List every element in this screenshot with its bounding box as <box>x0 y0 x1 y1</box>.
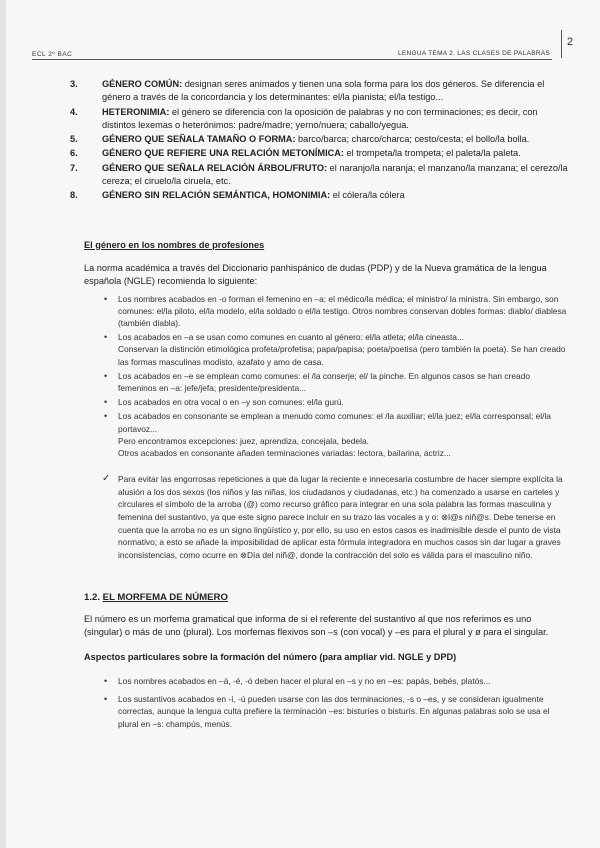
number-aspects-heading: Aspectos particulares sobre la formación del número (para ampliar vid. NGLE y DPD) <box>84 652 457 663</box>
professions-intro: La norma académica a través del Diccionario panhispánico de dudas (PDP) y de la Nueva gramática de la lengua española (NGLE) recomienda lo siguiente: <box>84 262 547 287</box>
number-section-title: EL MORFEMA DE NÚMERO <box>102 592 228 604</box>
arroba-note-text: Para evitar las engorrosas repeticiones a que da lugar la reciente e innecesaria costumbre de hacer siempre explícita la alusión a los dos sexos (los niños y las niñas, los ciudadanos y ciudadanas, etc.) ha comenzado a usarse en carteles y circulares el símbolo de la arroba (@) como recurso gráfico para integrar en una sola palabra las formas masculina y femenina del sustantivo, ya que este signo parece incluir en su trazo las vocales a y o: ⊗l@s niñ@s. Debe tenerse en cuenta que la arroba no es un signo lingüístico y, por ello, su uso en estos casos es inadmisible desde el punto de vista normativo; a esto se añade la imposibilidad de aplicar esta fórmula integradora en muchos casos sin dar lugar a graves inconsistencias, como ocurre en ⊗Día del niñ@, donde la contracción del solo es válida para el masculino niño. <box>118 474 563 560</box>
profession-rule-item <box>118 331 570 368</box>
gender-type-item <box>70 78 570 105</box>
gender-type-description: el género se diferencia con la oposición de palabras y no con terminaciones; es decir, con distintos lexemas o heterónimos: padre/madre; yerno/nuera; caballo/yegua. <box>102 106 538 130</box>
number-section-index: 1.2. <box>84 592 103 604</box>
profession-rule-item <box>118 370 570 394</box>
profession-rule-text: Los acabados en –a se usan como comunes en cuanto al género: el/la atleta; el/la cineasta... <box>118 332 464 343</box>
gender-type-number: 4. <box>70 106 78 117</box>
profession-rule-text: Los acabados en –e se emplean como comunes: el /la conserje; el/ la pinche. En algunos casos se han creado femeninos en –a: jefe/jefa; presidente/presidenta... <box>118 370 531 393</box>
checkmark-icon: ✓ <box>102 473 111 485</box>
number-rules-list <box>60 675 570 731</box>
professions-rules-list <box>60 293 570 460</box>
gender-type-label: HETERONIMIA: <box>102 106 170 117</box>
gender-type-item <box>70 106 570 133</box>
profession-rule-item <box>118 293 570 330</box>
page-number: 2 <box>567 36 574 48</box>
gender-type-item <box>70 189 570 202</box>
arroba-note <box>102 473 570 561</box>
gender-type-number: 7. <box>70 162 78 173</box>
gender-type-label: GÉNERO QUE REFIERE UNA RELACIÓN METONÍMICA: <box>102 148 344 159</box>
number-rule-item: • Los sustantivos acabados en -í, -ú pueden usarse con las dos terminaciones, -s o –es, y se consideran igualmente correctas, aunque la lengua culta prefiere la terminación –es: bisturíes o bisturís. En algunas palabras solo se usa el plural en –s: champús, menús. <box>118 693 570 730</box>
gender-type-item <box>70 147 570 160</box>
gender-type-description: el naranjo/la naranja; el manzano/la manzana; el cerezo/la cereza; el ciruelo/la ciruela, etc. <box>102 162 568 187</box>
profession-rule-subtext: Conservan la distinción etimológica profeta/profetisa; papa/papisa; poeta/poetisa (pero también la poeta). Se han creado las formas masculinas modisto, azafato y amo de casa. <box>118 344 566 367</box>
gender-type-description: barco/barca; charco/charca; cesto/cesta; el bollo/la bolla. <box>295 134 530 145</box>
header-topic: LENGUA TEMA 2. LAS CLASES DE PALABRAS <box>398 50 551 57</box>
gender-type-label: GÉNERO QUE SEÑALA RELACIÓN ÁRBOL/FRUTO: <box>102 162 328 173</box>
number-rule-item: • Los nombres acabados en –á, -é, -ó deben hacer el plural en –s y no en –es: papás, bebés, platós... <box>118 675 570 687</box>
profession-rule-item <box>118 396 570 408</box>
gender-type-description: el cólera/la cólera <box>330 190 405 201</box>
gender-types-list <box>60 78 570 203</box>
profession-rule-subtext: Pero encontramos excepciones: juez, aprendiza, concejala, bedela. <box>118 435 369 446</box>
page-number-divider <box>561 30 562 58</box>
header-course: ECL 2º BAC <box>32 51 73 58</box>
header-divider <box>32 59 552 60</box>
gender-type-number: 8. <box>70 190 78 201</box>
gender-type-item <box>70 162 570 189</box>
professions-heading: El género en los nombres de profesiones <box>84 239 265 250</box>
gender-type-label: GÉNERO QUE SEÑALA TAMAÑO O FORMA: <box>102 134 296 145</box>
gender-type-item <box>70 133 570 146</box>
gender-type-number: 5. <box>70 134 78 145</box>
gender-type-description: el trompeta/la trompeta; el paleta/la paleta. <box>343 148 521 159</box>
gender-type-label: GÉNERO COMÚN: <box>102 79 183 89</box>
document-body <box>60 78 570 736</box>
gender-type-number: 6. <box>70 148 78 159</box>
gender-type-number: 3. <box>70 79 78 89</box>
profession-rule-text: Los acabados en consonante se emplean a menudo como comunes: el /la auxiliar; el/la juez; el/la corresponsal; el/la portavoz... <box>118 411 551 434</box>
profession-rule-item <box>118 410 570 459</box>
number-section-heading <box>84 591 570 604</box>
number-intro: El número es un morfema gramatical que informa de si el referente del sustantivo al que nos referimos es uno (singular) o más de uno (plural). Los morfemas flexivos son –s (con vocal) y –es para el plural y ø para el singular. <box>84 613 549 637</box>
profession-rule-text: Los nombres acabados en -o forman el femenino en –a: el médico/la médica; el ministro/ la ministra. Sin embargo, son comunes: el/la piloto, el/la modelo, el/la soldado o el/la testigo. Otros nombres conservan dobles formas: diablo/ diablesa (también diabla). <box>118 293 567 328</box>
profession-rule-subtext: Otros acabados en consonante añaden terminaciones variadas: lectora, bailarina, actriz... <box>118 448 451 458</box>
gender-type-description: designan seres animados y tienen una sola forma para los dos géneros. Se diferencia el género a través de la concordancia y los determinantes: el/la pianista; el/la testigo... <box>102 79 545 103</box>
profession-rule-text: Los acabados en otra vocal o en –y son comunes: el/la gurú. <box>118 397 344 408</box>
scan-edge <box>0 0 6 848</box>
gender-type-label: GÉNERO SIN RELACIÓN SEMÁNTICA, HOMONIMIA: <box>102 190 331 201</box>
